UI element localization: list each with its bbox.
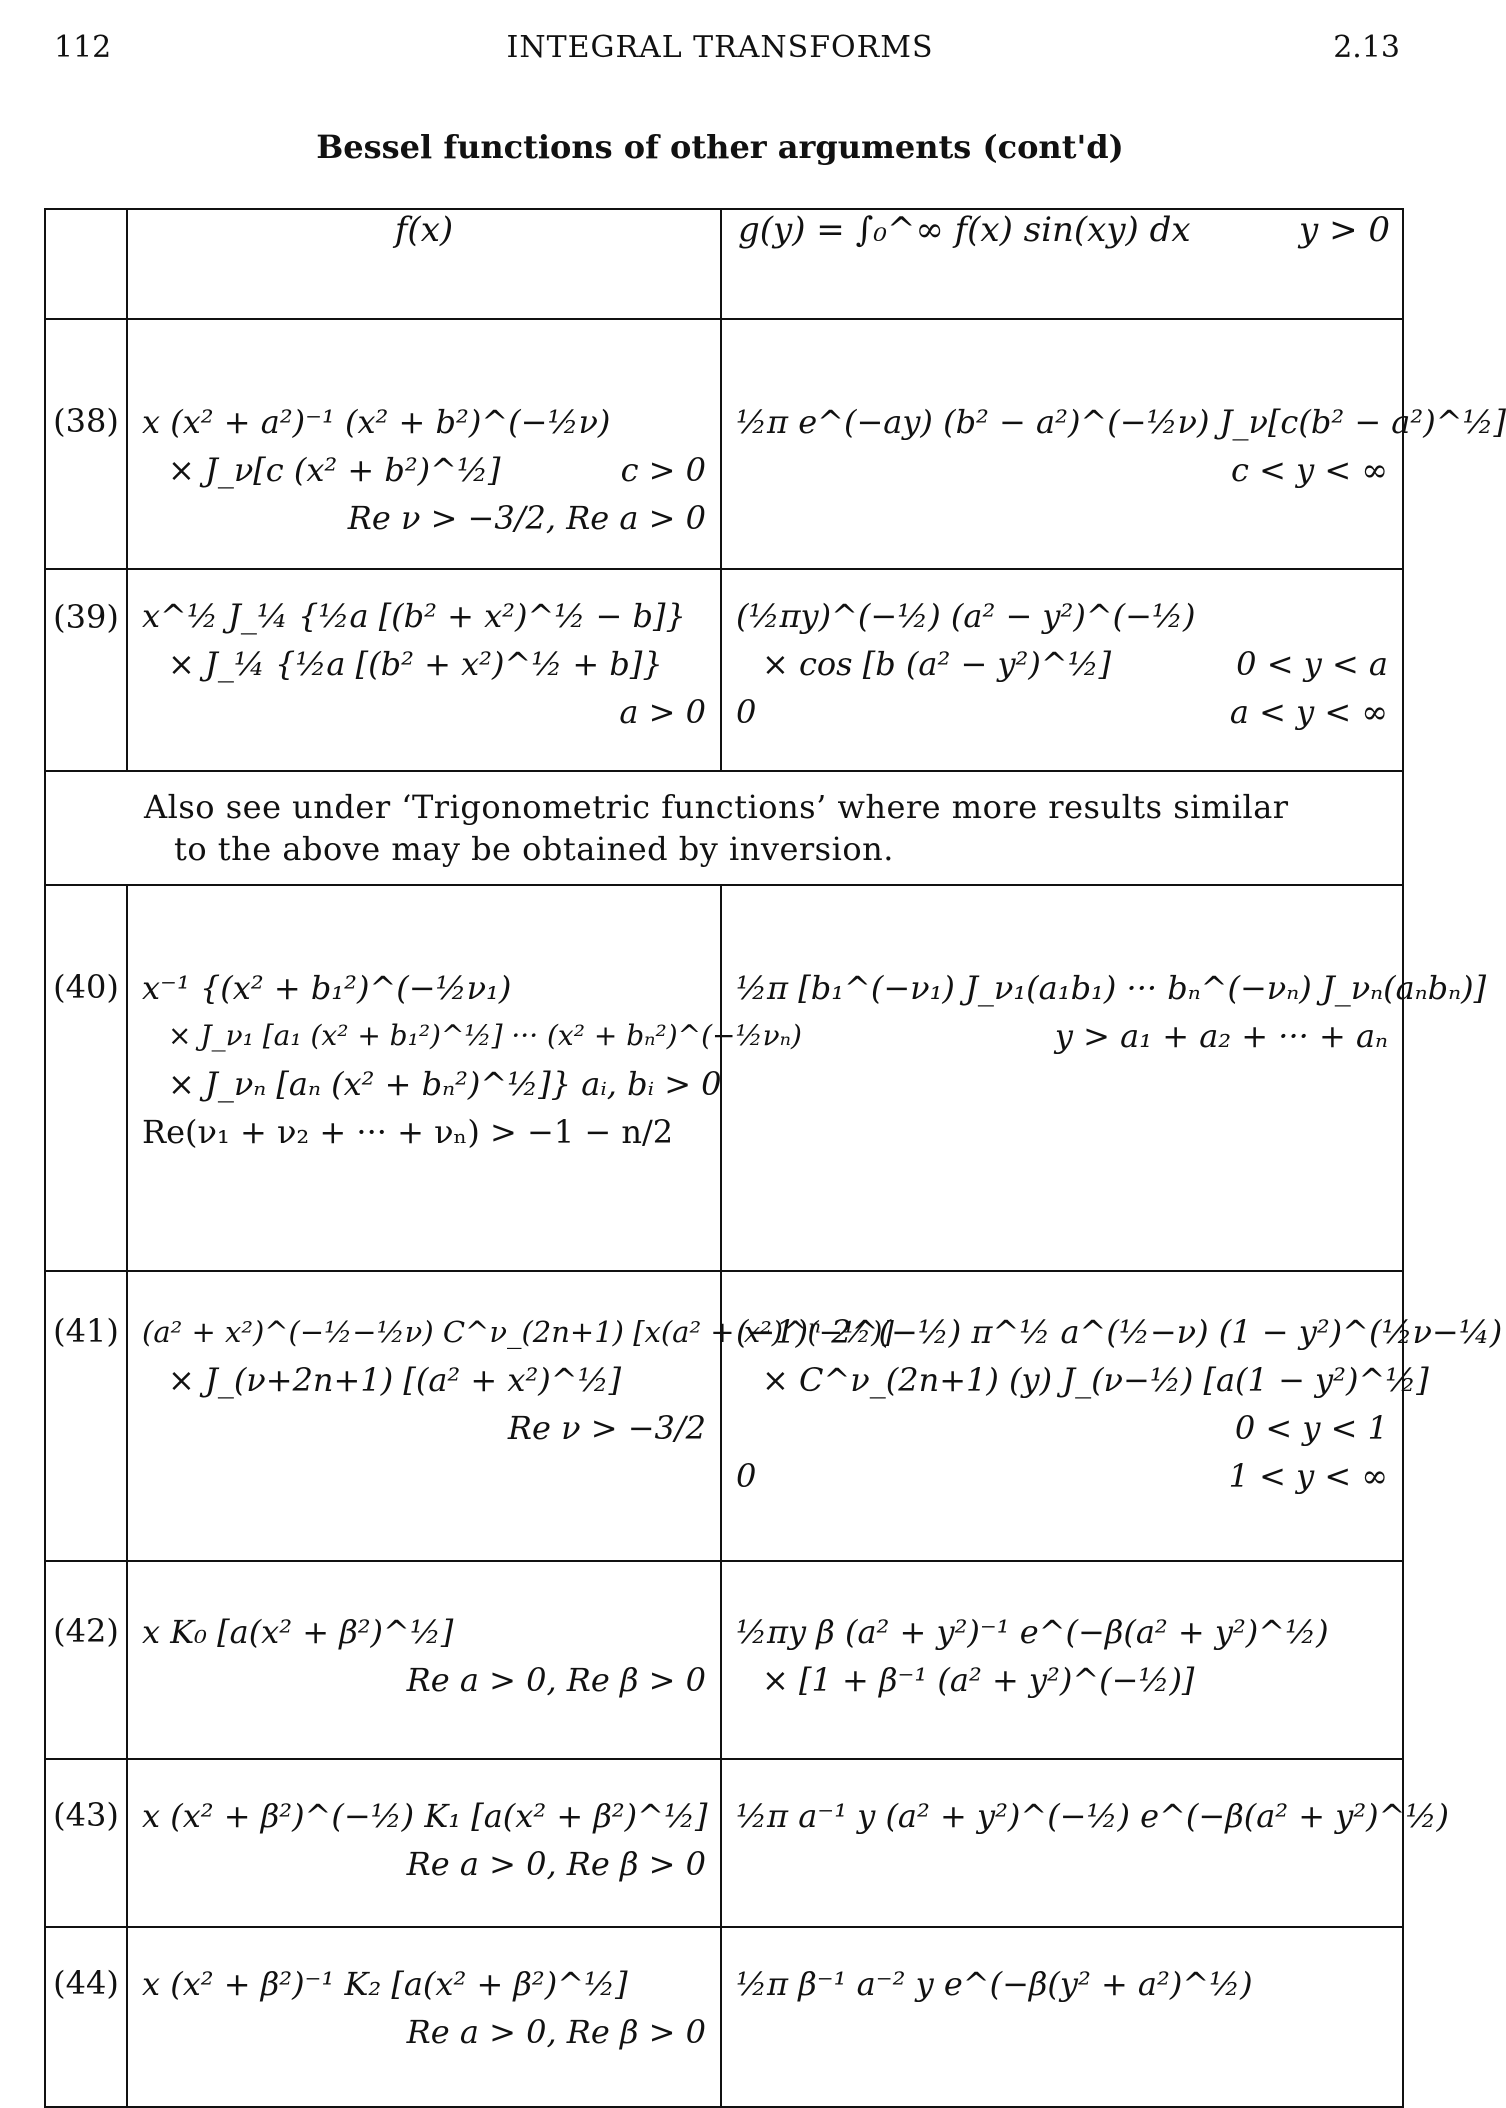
table-row [45,1927,1403,2107]
entry-number: (44) [45,1927,127,2107]
f-cell [127,1759,721,1927]
condition: Re a > 0, Re β > 0 [406,1661,706,1699]
condition: Re(ν₁ + ν₂ + ··· + νₙ) > −1 − n/2 [142,1113,674,1151]
header-g [721,209,1403,319]
formula-line [736,640,1388,688]
g-cell [721,1561,1403,1759]
formula-part: × cos [b (a² − y²)^½] [762,645,1112,683]
formula-part: × J_ν[c (x² + b²)^½] [168,451,501,489]
formula-line: × J_ν₁ [a₁ (x² + b₁²)^½] ··· (x² + bₙ²)^(−½νₙ) [168,1019,802,1052]
condition: Re ν > −3/2, Re a > 0 [347,499,706,537]
f-cell [127,1927,721,2107]
g-cell [721,319,1506,569]
section-number: 2.13 [1333,30,1400,65]
entry-number: (38) [45,319,127,569]
condition: c < y < ∞ [1231,451,1388,489]
running-title: INTEGRAL TRANSFORMS [506,30,934,65]
condition: a < y < ∞ [1229,693,1388,731]
header-f: f(x) [127,209,721,319]
formula-line: x⁻¹ {(x² + b₁²)^(−½ν₁) [142,969,512,1007]
formula-line: x (x² + β²)⁻¹ K₂ [a(x² + β²)^½] [142,1965,628,2003]
entry-number: (41) [45,1271,127,1561]
table-row [45,885,1403,1271]
f-cell [127,319,721,569]
f-cell [127,885,802,1271]
note-line: to the above may be obtained by inversion. [174,830,894,868]
g-cell [721,1271,1503,1561]
formula-line: ½π [b₁^(−ν₁) J_ν₁(a₁b₁) ··· bₙ^(−νₙ) J_νₙ(aₙbₙ)] [736,969,1487,1007]
formula-part: 0 [736,693,757,731]
formula-line: ½πy β (a² + y²)⁻¹ e^(−β(a² + y²)^½) [736,1613,1329,1651]
formula-line: ½π a⁻¹ y (a² + y²)^(−½) e^(−β(a² + y²)^½) [736,1797,1449,1835]
formula-line [736,688,1388,736]
condition: Re a > 0, Re β > 0 [406,1845,706,1883]
formula-line: (½πy)^(−½) (a² − y²)^(−½) [736,597,1196,635]
header-num-cell [45,209,127,319]
condition: a > 0 [619,693,706,731]
condition: Re ν > −3/2 [507,1409,706,1447]
note-line: Also see under ‘Trigonometric functions’ where more results similar [144,788,1289,826]
formula-part: 0 [736,1457,757,1495]
formula-line: × [1 + β⁻¹ (a² + y²)^(−½)] [762,1661,1195,1699]
table-row [45,1271,1403,1561]
formula-line: × J_νₙ [aₙ (x² + bₙ²)^½]} aᵢ, bᵢ > 0 [168,1065,722,1103]
table-subtitle: Bessel functions of other arguments (cont'd) [316,128,1124,166]
formula-line: × J_(ν+2n+1) [(a² + x²)^½] [168,1361,622,1399]
table-row [45,319,1403,569]
f-cell [127,1271,894,1561]
formula-line: x K₀ [a(x² + β²)^½] [142,1613,454,1651]
transform-table [44,208,1506,2108]
formula-line: × C^ν_(2n+1) (y) J_(ν−½) [a(1 − y²)^½] [762,1361,1429,1399]
page-number: 112 [54,30,112,65]
entry-number: (43) [45,1759,127,1927]
f-cell [127,569,721,771]
formula-line: x^½ J_¼ {½a [(b² + x²)^½ − b]} [142,597,686,635]
table-row [45,1561,1403,1759]
entry-number: (42) [45,1561,127,1759]
condition: 0 < y < a [1236,645,1388,683]
note-cell [45,771,1403,885]
condition: Re a > 0, Re β > 0 [406,2013,706,2051]
formula-line: x (x² + β²)^(−½) K₁ [a(x² + β²)^½] [142,1797,708,1835]
entry-number: (40) [45,885,127,1271]
condition: 0 < y < 1 [1234,1409,1388,1447]
g-cell [721,1927,1403,2107]
entry-number: (39) [45,569,127,771]
formula-line: × J_¼ {½a [(b² + x²)^½ + b]} [168,645,663,683]
f-cell [127,1561,721,1759]
header-g-condition: y > 0 [1299,210,1390,250]
page-header [40,30,1400,70]
note-row [45,771,1403,885]
formula-line: (−1)ⁿ 2^(−½) π^½ a^(½−ν) (1 − y²)^(½ν−¼) [736,1313,1503,1351]
formula-line [736,1452,1388,1500]
formula-line: ½π β⁻¹ a⁻² y e^(−β(y² + a²)^½) [736,1965,1253,2003]
formula-line: (a² + x²)^(−½−½ν) C^ν_(2n+1) [x(a² + x²)^(−½)] [142,1315,894,1349]
table-row [45,1759,1403,1927]
g-cell [721,1759,1449,1927]
g-cell [721,569,1403,771]
condition: c > 0 [620,451,706,489]
formula-line [142,446,706,494]
header-g-formula: g(y) = ∫₀^∞ f(x) sin(xy) dx [738,210,1191,250]
table-row [45,569,1403,771]
condition: y > a₁ + a₂ + ··· + aₙ [1054,1017,1388,1055]
condition: 1 < y < ∞ [1228,1457,1388,1495]
formula-line: x (x² + a²)⁻¹ (x² + b²)^(−½ν) [142,403,611,441]
table-header-row [45,209,1403,319]
formula-line: ½π e^(−ay) (b² − a²)^(−½ν) J_ν[c(b² − a²)^½] [736,403,1506,441]
g-cell [721,885,1487,1271]
